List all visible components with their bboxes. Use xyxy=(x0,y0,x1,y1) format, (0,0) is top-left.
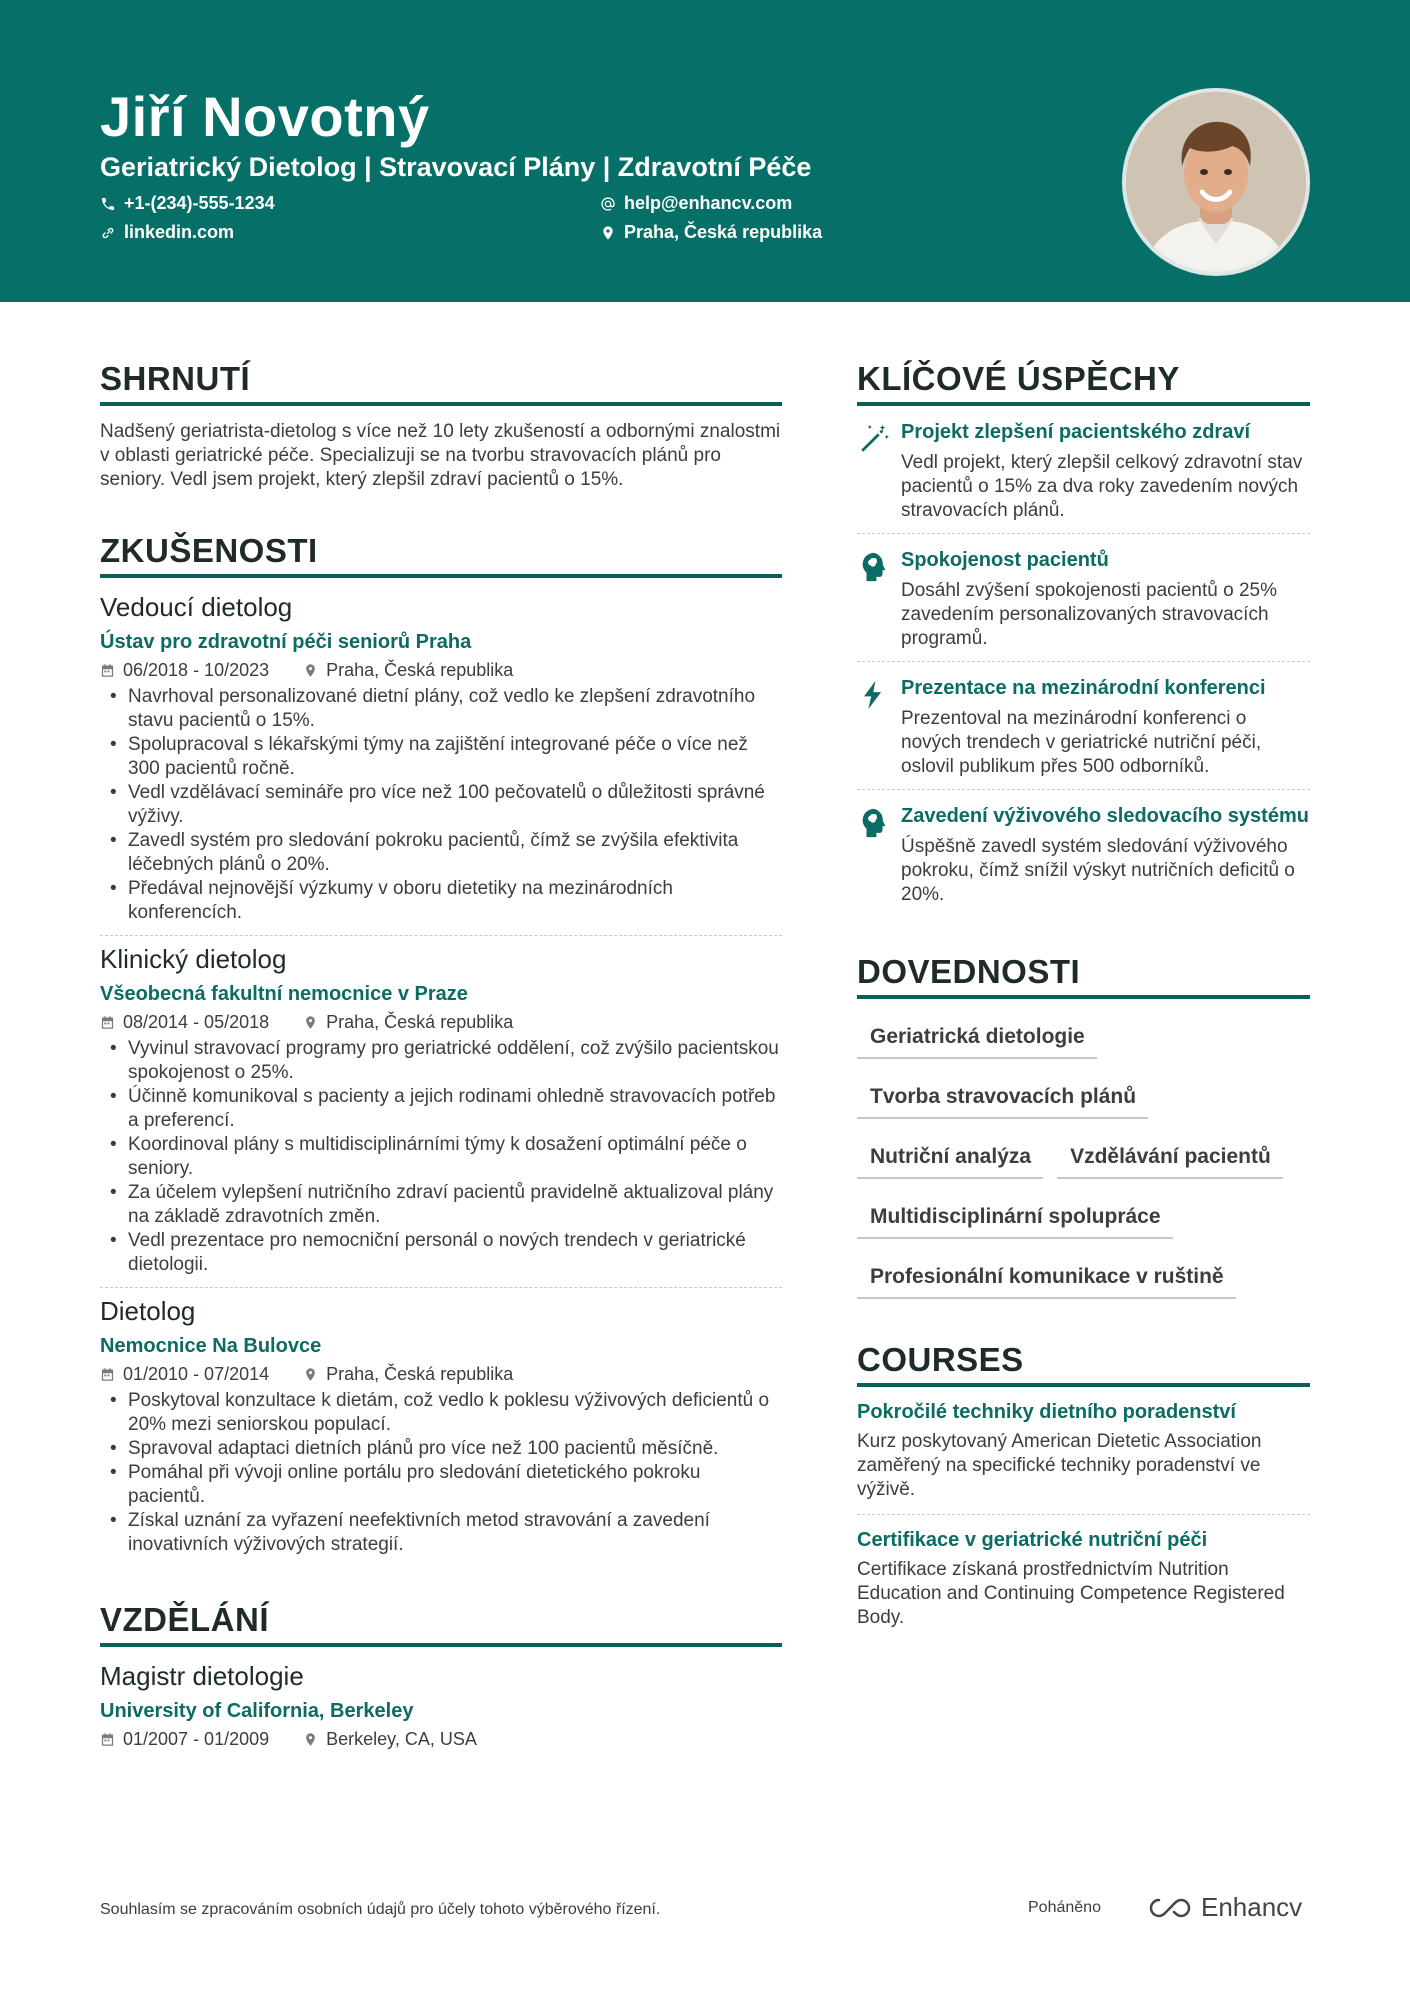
map-pin-icon xyxy=(303,1732,318,1747)
job-bullet: • Účinně komunikoval s pacienty a jejich rodinami ohledně stravovacích potřeb a preferencí. xyxy=(100,1085,782,1133)
phone-text: +1-(234)-555-1234 xyxy=(124,193,275,213)
job-entry xyxy=(100,1287,782,1567)
job-bullet: • Za účelem vylepšení nutričního zdraví pacientů pravidelně aktualizoval plány na základě zdravotních změn. xyxy=(100,1181,782,1229)
skills-list xyxy=(857,1013,1310,1313)
right-column xyxy=(857,360,1310,1642)
job-role: Dietolog xyxy=(100,1296,196,1326)
contact-location xyxy=(600,222,822,243)
education-dates: 01/2007 - 01/2009 xyxy=(123,1729,270,1749)
job-bullet: • Navrhoval personalizované dietní plány, což vedlo ke zlepšení zdravotního stavu pacientů o 15%. xyxy=(100,685,782,733)
job-organization: Všeobecná fakultní nemocnice v Praze xyxy=(100,983,468,1005)
achievements-heading: KLÍČOVÉ ÚSPĚCHY xyxy=(857,360,1310,406)
job-bullets xyxy=(100,1389,782,1557)
map-pin-icon xyxy=(303,1367,318,1382)
education-location: Berkeley, CA, USA xyxy=(326,1729,477,1749)
linkedin-text: linkedin.com xyxy=(124,222,235,242)
job-meta xyxy=(100,1012,782,1033)
job-bullet: • Vyvinul stravovací programy pro geriatrické oddělení, což zvýšilo pacientskou spokojenost o 25%. xyxy=(100,1037,782,1085)
course-desc: Kurz poskytovaný American Dietetic Association zaměřený na specifické techniky poradenství ve výživě. xyxy=(857,1431,1262,1500)
map-pin-icon xyxy=(303,1015,318,1030)
head-brain-icon xyxy=(857,550,891,584)
resume-header xyxy=(0,0,1410,302)
education-degree: Magistr dietologie xyxy=(100,1661,304,1691)
course-title: Certifikace v geriatrické nutriční péči xyxy=(857,1529,1208,1551)
job-role: Klinický dietolog xyxy=(100,944,287,974)
job-dates: 06/2018 - 10/2023 xyxy=(123,660,270,680)
head-brain-icon xyxy=(857,806,891,840)
experience-heading: ZKUŠENOSTI xyxy=(100,532,782,578)
job-bullet: • Pomáhal při vývoji online portálu pro sledování dietetického pokroku pacientů. xyxy=(100,1461,782,1509)
left-column xyxy=(100,360,782,1750)
education-heading: VZDĚLÁNÍ xyxy=(100,1601,782,1647)
skill-tag: Nutriční analýza xyxy=(857,1133,1043,1179)
skill-tag: Vzdělávání pacientů xyxy=(1057,1133,1283,1179)
education-school: University of California, Berkeley xyxy=(100,1700,414,1722)
job-location: Praha, Česká republika xyxy=(326,1012,514,1032)
candidate-tagline: Geriatrický Dietolog | Stravovací Plány | Zdravotní Péče xyxy=(100,152,812,182)
skill-tag: Tvorba stravovacích plánů xyxy=(857,1073,1148,1119)
summary-heading: SHRNUTÍ xyxy=(100,360,782,406)
skill-tag: Geriatrická dietologie xyxy=(857,1013,1097,1059)
job-role: Vedoucí dietolog xyxy=(100,592,293,622)
experience-section xyxy=(100,532,782,1567)
achievement-desc: Prezentoval na mezinárodní konferenci o nových trendech v geriatrické nutriční péči, oslovil publikum přes 500 odborníků. xyxy=(901,708,1262,777)
brand-name: Enhancv xyxy=(1201,1892,1303,1922)
summary-section xyxy=(100,360,782,492)
achievement-item xyxy=(857,661,1310,789)
achievement-desc: Vedl projekt, který zlepšil celkový zdravotní stav pacientů o 15% za dva roky zavedením nových stravovacích plánů. xyxy=(901,452,1303,521)
job-location: Praha, Česká republika xyxy=(326,1364,514,1384)
job-meta xyxy=(100,660,782,681)
achievement-item xyxy=(857,789,1310,917)
contact-phone[interactable] xyxy=(100,193,275,214)
job-bullet: • Vedl vzdělávací semináře pro více než 100 pečovatelů o důležitosti správné výživy. xyxy=(100,781,782,829)
job-bullet: • Získal uznání za vyřazení neefektivních metod stravování a zavedení inovativních výživových strategií. xyxy=(100,1509,782,1557)
calendar-icon xyxy=(100,1015,115,1030)
achievement-desc: Úspěšně zavedl systém sledování výživového pokroku, čímž snížil výskyt nutričních deficitů o 20%. xyxy=(901,836,1295,905)
link-icon xyxy=(100,225,116,241)
job-location: Praha, Česká republika xyxy=(326,660,514,680)
achievements-section xyxy=(857,360,1310,917)
job-bullet: • Koordinoval plány s multidisciplinárními týmy k dosažení optimální péče o seniory. xyxy=(100,1133,782,1181)
enhancv-logo-icon xyxy=(1147,1896,1193,1920)
courses-heading: COURSES xyxy=(857,1341,1310,1387)
job-bullet: • Spolupracoval s lékařskými týmy na zajištění integrované péče o více než 300 pacientů ročně. xyxy=(100,733,782,781)
brand-logo[interactable] xyxy=(1147,1892,1302,1923)
powered-by-label: Poháněno xyxy=(1028,1899,1101,1916)
magic-wand-icon xyxy=(857,422,891,456)
job-bullet: • Zavedl systém pro sledování pokroku pacientů, čímž se zvýšila efektivita léčebných plánů o 20%. xyxy=(100,829,782,877)
skill-tag: Multidisciplinární spolupráce xyxy=(857,1193,1173,1239)
person-portrait-icon xyxy=(1126,92,1306,272)
job-bullets xyxy=(100,1037,782,1277)
job-bullet: • Vedl prezentace pro nemocniční personál o nových trendech v geriatrické dietologii. xyxy=(100,1229,782,1277)
skills-heading: DOVEDNOSTI xyxy=(857,953,1310,999)
job-bullet: • Spravoval adaptaci dietních plánů pro více než 100 pacientů měsíčně. xyxy=(100,1437,782,1461)
achievement-title: Prezentace na mezinárodní konferenci xyxy=(901,677,1266,699)
achievement-title: Projekt zlepšení pacientského zdraví xyxy=(901,421,1251,443)
consent-note: Souhlasím se zpracováním osobních údajů pro účely tohoto výběrového řízení. xyxy=(100,1901,661,1918)
education-section xyxy=(100,1601,782,1750)
phone-icon xyxy=(100,196,116,212)
profile-photo xyxy=(1122,88,1310,276)
lightning-icon xyxy=(857,678,891,712)
job-bullet: • Předával nejnovější výzkumy v oboru dietetiky na mezinárodních konferencích. xyxy=(100,877,782,925)
job-bullets xyxy=(100,685,782,925)
candidate-name: Jiří Novotný xyxy=(100,85,430,148)
map-pin-icon xyxy=(303,663,318,678)
contact-linkedin[interactable] xyxy=(100,222,234,243)
achievement-desc: Dosáhl zvýšení spokojenosti pacientů o 25% zavedením personalizovaných stravovacích programů. xyxy=(901,580,1278,649)
course-desc: Certifikace získaná prostřednictvím Nutrition Education and Continuing Competence Registered Body. xyxy=(857,1559,1285,1628)
job-entry xyxy=(100,592,782,935)
skill-tag: Profesionální komunikace v ruštině xyxy=(857,1253,1236,1299)
map-pin-icon xyxy=(600,225,616,241)
job-organization: Ústav pro zdravotní péči seniorů Praha xyxy=(100,631,472,653)
courses-section xyxy=(857,1341,1310,1642)
skills-section xyxy=(857,953,1310,1313)
course-item xyxy=(857,1514,1310,1642)
job-dates: 01/2010 - 07/2014 xyxy=(123,1364,270,1384)
job-organization: Nemocnice Na Bulovce xyxy=(100,1335,322,1357)
contact-email[interactable] xyxy=(600,193,792,214)
calendar-icon xyxy=(100,1367,115,1382)
achievement-title: Zavedení výživového sledovacího systému xyxy=(901,805,1309,827)
location-text: Praha, Česká republika xyxy=(624,222,823,242)
job-meta xyxy=(100,1364,782,1385)
achievement-title: Spokojenost pacientů xyxy=(901,549,1109,571)
summary-text: Nadšený geriatrista-dietolog s více než 10 lety zkušeností a odbornými znalostmi v oblasti geriatrické péče. Specializuji se na tvorbu stravovacích plánů pro seniory. Vedl jsem projekt, který zlepšil zdraví pacientů o 15%. xyxy=(100,421,781,490)
calendar-icon xyxy=(100,1732,115,1747)
education-meta xyxy=(100,1729,782,1750)
job-entry xyxy=(100,935,782,1287)
achievement-item xyxy=(857,406,1310,533)
at-icon xyxy=(600,196,616,212)
job-bullet: • Poskytoval konzultace k dietám, což vedlo k poklesu výživových deficientů o 20% mezi seniorskou populací. xyxy=(100,1389,782,1437)
achievement-item xyxy=(857,533,1310,661)
course-title: Pokročilé techniky dietního poradenství xyxy=(857,1401,1236,1423)
job-dates: 08/2014 - 05/2018 xyxy=(123,1012,270,1032)
email-text: help@enhancv.com xyxy=(624,193,793,213)
calendar-icon xyxy=(100,663,115,678)
course-item xyxy=(857,1387,1310,1514)
